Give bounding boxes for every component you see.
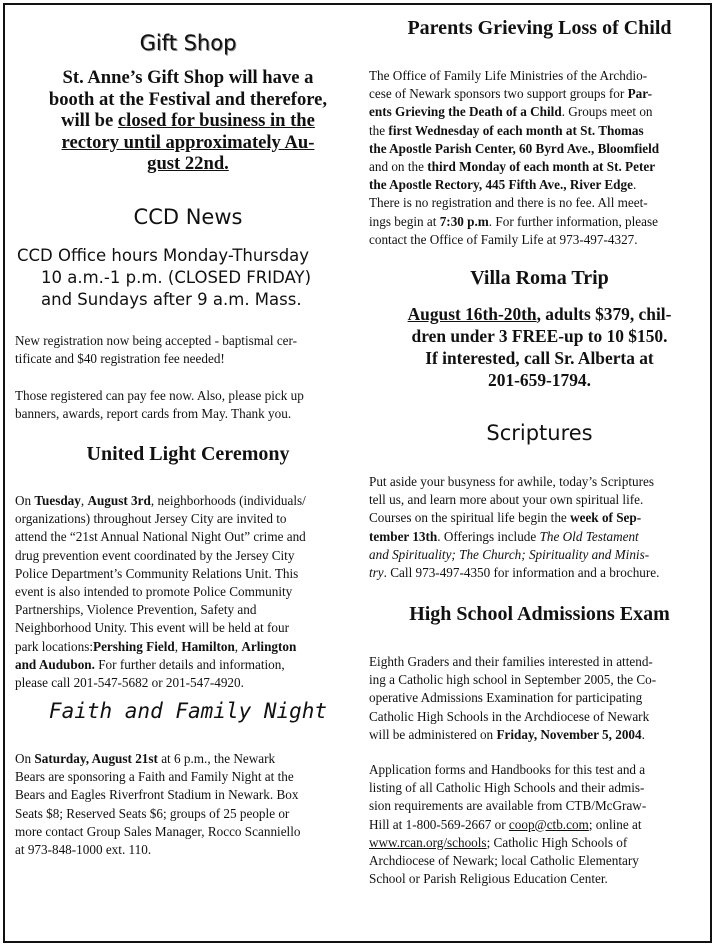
gift-shop-line: will be closed for business in the xyxy=(61,110,315,131)
gift-shop-line: gust 22nd. xyxy=(147,153,229,174)
villa-roma-heading: Villa Roma Trip xyxy=(470,267,609,289)
ccd-news-heading: CCD News xyxy=(133,205,243,229)
rcan-schools-link[interactable]: www.rcan.org/schools xyxy=(369,834,487,850)
high-school-heading: High School Admissions Exam xyxy=(409,603,670,625)
ccd-hours-line: 10 a.m.-1 p.m. (CLOSED FRIDAY) xyxy=(41,268,312,287)
villa-roma-text: August 16th-20th, adults $379, chil- dren under 3 FREE-up to 10 $150. If interested, call Sr. Alberta at 201-659-1794. xyxy=(407,304,672,390)
high-school-exam-text: Eighth Graders and their families interested in attend- ing a Catholic high school in September 2005, the Co- operative Admissions Examination for participating Catholic High Schools in the Archdiocese of Newark will be administered on Friday, November 5, 2004. xyxy=(369,654,657,742)
ccd-registration-text: New registration now being accepted - baptismal cer- tificate and $40 registration fee needed! xyxy=(15,333,298,366)
parents-grieving-text: The Office of Family Life Ministries of the Archdio- cese of Newark sponsors two support groups for Par- ents Grieving the Death of a Child. Groups meet on the first Wednesday of each month at St. Thomas the Apostle Parish Center, 60 Byrd Ave., Bloomfield and on the third Monday of each month at St. Peter the Apostle Rectory, 445 Fifth Ave., River Edge. There is no registration and there is no fee. All meet- ings begin at 7:30 p.m. For further information, please contact the Office of Family Life at 973-497-4327. xyxy=(369,68,660,247)
ccd-office-hours xyxy=(15,245,361,311)
gift-shop-line: rectory until approximately Au- xyxy=(61,131,315,153)
gift-shop-line: booth at the Festival and therefore, xyxy=(48,88,328,110)
ccd-payment-text: Those registered can pay fee now. Also, please pick up banners, awards, report cards from May. Thank you. xyxy=(15,388,304,421)
faith-family-heading: Faith and Family Night xyxy=(48,699,328,723)
ccd-hours-line: CCD Office hours Monday-Thursday xyxy=(17,246,310,265)
united-light-heading: United Light Ceremony xyxy=(86,443,290,465)
ccd-hours-line: and Sundays after 9 a.m. Mass. xyxy=(41,290,302,309)
gift-shop-line: St. Anne’s Gift Shop will have a xyxy=(62,67,314,88)
gift-shop-heading: Gift Shop xyxy=(139,31,237,55)
gift-shop-notice xyxy=(15,67,361,175)
page-frame xyxy=(3,3,712,943)
high-school-application-text: Application forms and Handbooks for this test and a listing of all Catholic High Schools and their admis- sion requirements are available from CTB/McGraw- Hill at 1-800-569-2667 or coop@ctb.com; online at www.rcan.org/schools; Catholic High Schools of Archdiocese of Newark; local Catholic Elementary School or Parish Religious Education Center. xyxy=(369,762,647,887)
faith-family-text: On Saturday, August 21st at 6 p.m., the Newark Bears are sponsoring a Faith and Family Night at the Bears and Eagles Riverfront Stadium in Newark. Box Seats $8; Reserved Seats $6; groups of 25 people or more contact Group Sales Manager, Rocco Scanniello at 973-848-1000 ext. 110. xyxy=(15,751,301,858)
scriptures-heading: Scriptures xyxy=(486,421,593,445)
coop-email-link[interactable]: coop@ctb.com xyxy=(508,816,589,832)
united-light-text: On Tuesday, August 3rd, neighborhoods (individuals/ organizations) throughout Jersey City are invited to attend the “21st Annual National Night Out” crime and drug prevention event coordinated by the Jersey City Police Department’s Community Relations Unit. This event is also intended to promote Police Community Partnerships, Violence Prevention, Safety and Neighborhood Unity. This event will be held at four park locations:Pershing Field, Hamilton, Arlington and Audubon. For further details and information, please call 201-547-5682 or 201-547-4920. xyxy=(15,493,306,691)
scriptures-text: Put aside your busyness for awhile, today’s Scriptures tell us, and learn more about your own spiritual life. Courses on the spiritual life begin the week of Sep- tember 13th. Offerings include The Old Testament and Spirituality; The Church; Spirituality and Minis- try. Call 973-497-4350 for information and a brochure. xyxy=(369,474,660,581)
parents-grieving-heading: Parents Grieving Loss of Child xyxy=(407,17,672,39)
